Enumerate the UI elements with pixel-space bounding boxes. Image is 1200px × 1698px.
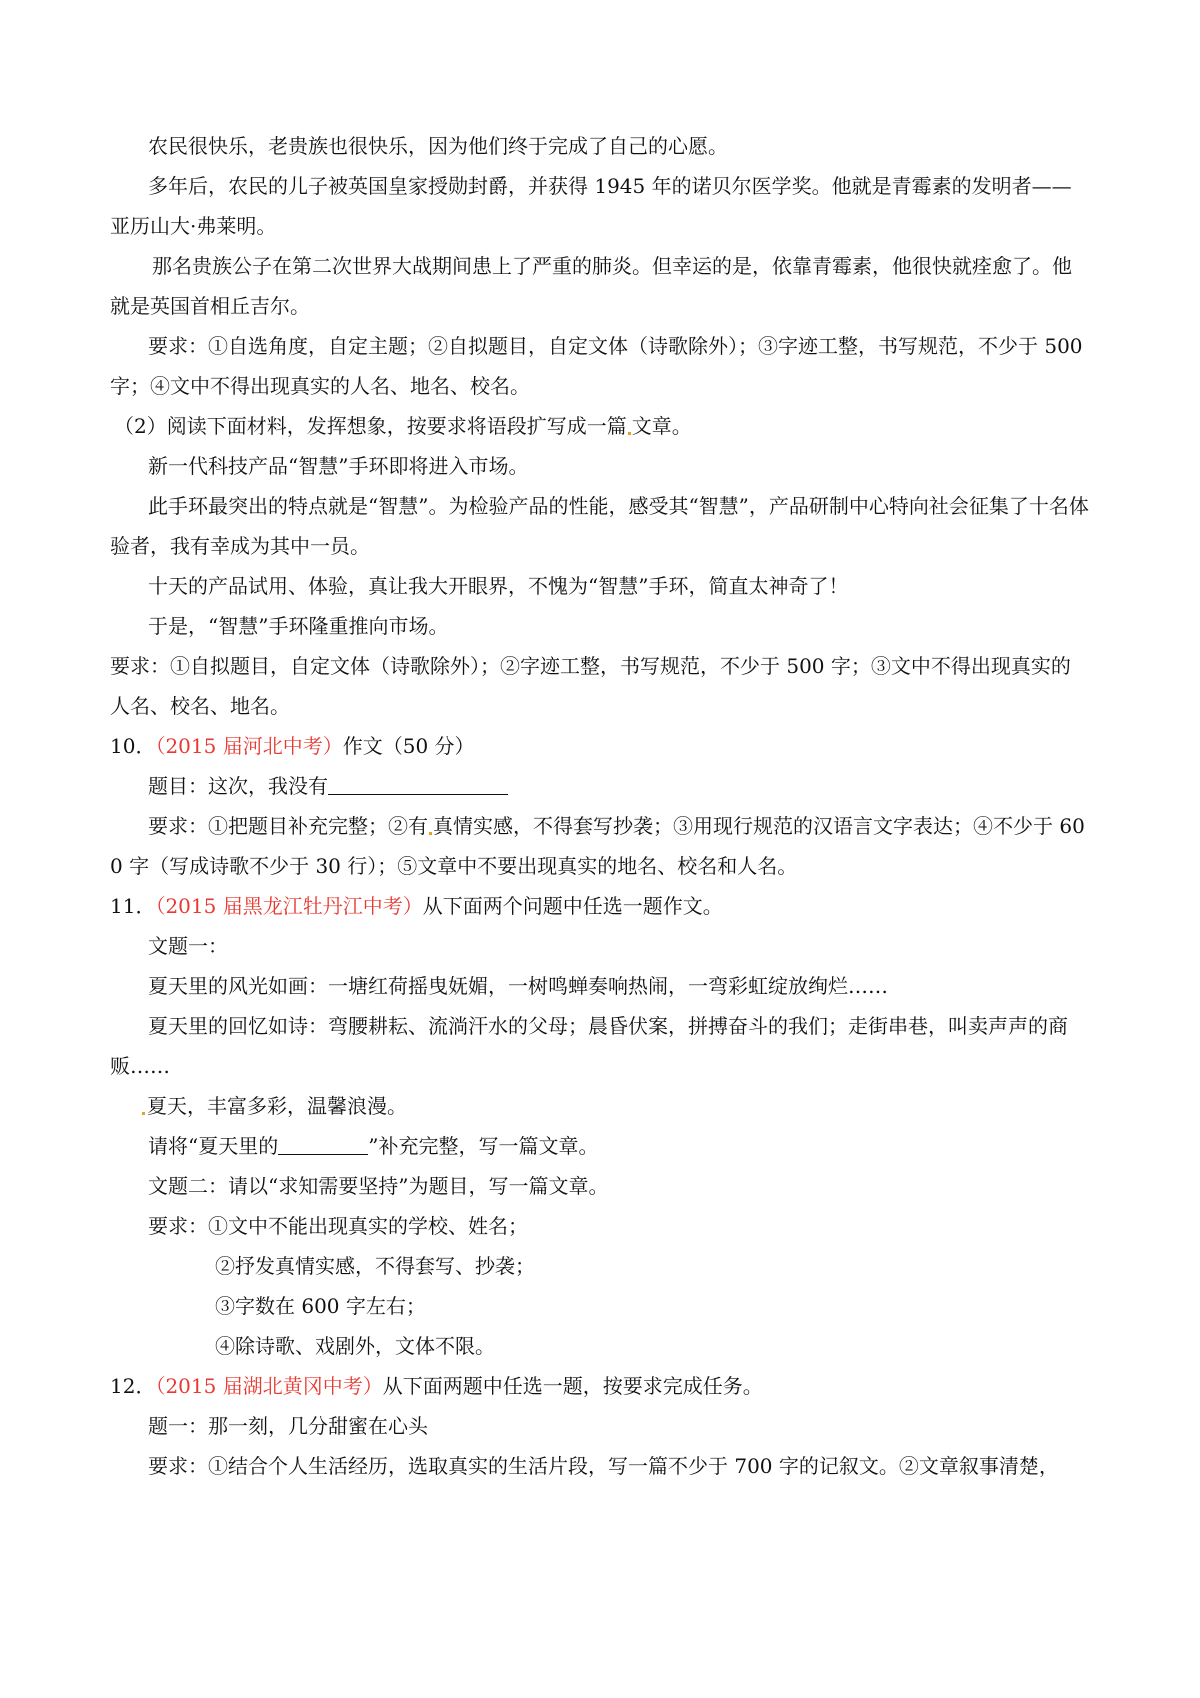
question-12-requirements: 要求：①结合个人生活经历，选取真实的生活片段，写一篇不少于 700 字的记叙文。②文章叙事清楚， bbox=[148, 1454, 1059, 1478]
question-12-title: 从下面两题中任选一题，按要求完成任务。 bbox=[382, 1374, 763, 1398]
question-11-topic1-line4 bbox=[110, 1126, 1090, 1166]
story-paragraph-3: 那名贵族公子在第二次世界大战期间患上了严重的肺炎。但幸运的是，依靠青霉素，他很快就痊愈了。他就是英国首相丘吉尔。 bbox=[110, 254, 1072, 318]
question-10-req-a: 要求：①把题目补充完整；②有 bbox=[148, 814, 428, 838]
question-12-heading bbox=[110, 1366, 1090, 1406]
subquestion-2-prompt bbox=[110, 406, 1090, 446]
question-10-topic bbox=[110, 766, 1090, 806]
question-10-title: 作文（50 分） bbox=[342, 734, 475, 758]
emphasis-dot bbox=[429, 832, 432, 835]
question-10-requirements bbox=[110, 806, 1090, 886]
question-12-source: （2015 届湖北黄冈中考） bbox=[155, 1374, 383, 1398]
question-11-title: 从下面两个问题中任选一题作文。 bbox=[422, 894, 723, 918]
story-paragraph-1: 农民很快乐，老贵族也很快乐，因为他们终于完成了自己的心愿。 bbox=[148, 134, 728, 158]
story-paragraph-2: 多年后，农民的儿子被英国皇家授勋封爵，并获得 1945 年的诺贝尔医学奖。他就是青霉素的发明者——亚历山大·弗莱明。 bbox=[110, 174, 1072, 238]
question-11-topic1-label: 文题一： bbox=[148, 934, 228, 958]
question-10-topic-text: 题目：这次，我没有 bbox=[148, 774, 328, 798]
fill-blank-line bbox=[278, 1132, 368, 1155]
question-11-topic1-line3-text: 夏天，丰富多彩，温馨浪漫。 bbox=[147, 1094, 407, 1118]
question-10-req-b: 真情实感，不得套写抄袭；③用现行规范的汉语言文字表达；④不少于 600 字（写成诗歌不少于 30 行）；⑤文章中不要出现真实的地名、校名和人名。 bbox=[110, 814, 1085, 878]
requirements-2: 要求：①自拟题目，自定文体（诗歌除外）；②字迹工整，书写规范，不少于 500 字；③文中不得出现真实的人名、校名、地名。 bbox=[110, 654, 1071, 718]
question-11-requirement-4: ④除诗歌、戏剧外，文体不限。 bbox=[215, 1334, 495, 1358]
material-paragraph-2: 此手环最突出的特点就是“智慧”。为检验产品的性能，感受其“智慧”，产品研制中心特向社会征集了十名体验者，我有幸成为其中一员。 bbox=[110, 494, 1089, 558]
question-12-topic1: 题一：那一刻，几分甜蜜在心头 bbox=[148, 1414, 428, 1438]
question-11-topic1-line1: 夏天里的风光如画：一塘红荷摇曳妩媚，一树鸣蝉奏响热闹，一弯彩虹绽放绚烂…… bbox=[148, 974, 888, 998]
requirements-1: 要求：①自选角度，自定主题；②自拟题目，自定文体（诗歌除外）；③字迹工整，书写规范，不少于 500 字；④文中不得出现真实的人名、地名、校名。 bbox=[110, 334, 1083, 398]
question-11-source: （2015 届黑龙江牡丹江中考） bbox=[155, 894, 423, 918]
question-10-number: 10． bbox=[110, 734, 156, 758]
question-11-topic1-line4-a: 请将“夏天里的 bbox=[148, 1134, 279, 1158]
subquestion-2-text-end: 文章。 bbox=[631, 414, 692, 438]
question-11-topic1-line4-b: ”补充完整，写一篇文章。 bbox=[368, 1134, 599, 1158]
material-paragraph-1: 新一代科技产品“智慧”手环即将进入市场。 bbox=[148, 454, 529, 478]
question-11-requirement-2: ②抒发真情实感，不得套写、抄袭； bbox=[215, 1254, 535, 1278]
question-11-requirement-1: 要求：①文中不能出现真实的学校、姓名； bbox=[148, 1214, 528, 1238]
question-11-number: 11． bbox=[110, 894, 156, 918]
question-10-heading bbox=[110, 726, 1090, 766]
question-11-requirement-3: ③字数在 600 字左右； bbox=[215, 1294, 426, 1318]
question-11-topic2: 文题二：请以“求知需要坚持”为题目，写一篇文章。 bbox=[148, 1174, 609, 1198]
question-11-heading bbox=[110, 886, 1090, 926]
material-paragraph-4: 于是，“智慧”手环隆重推向市场。 bbox=[148, 614, 449, 638]
question-11-topic1-line3 bbox=[110, 1086, 1090, 1126]
material-paragraph-3: 十天的产品试用、体验，真让我大开眼界，不愧为“智慧”手环，简直太神奇了！ bbox=[148, 574, 849, 598]
question-12-number: 12． bbox=[110, 1374, 156, 1398]
subquestion-2-text: （2）阅读下面材料，发挥想象，按要求将语段扩写成一篇 bbox=[114, 414, 627, 438]
fill-blank-line bbox=[328, 772, 508, 795]
emphasis-dot bbox=[628, 432, 631, 435]
question-10-source: （2015 届河北中考） bbox=[155, 734, 343, 758]
emphasis-dot bbox=[142, 1112, 145, 1115]
question-11-topic1-line2: 夏天里的回忆如诗：弯腰耕耘、流淌汗水的父母；晨昏伏案，拼搏奋斗的我们；走街串巷，叫卖声声的商贩…… bbox=[110, 1014, 1068, 1078]
